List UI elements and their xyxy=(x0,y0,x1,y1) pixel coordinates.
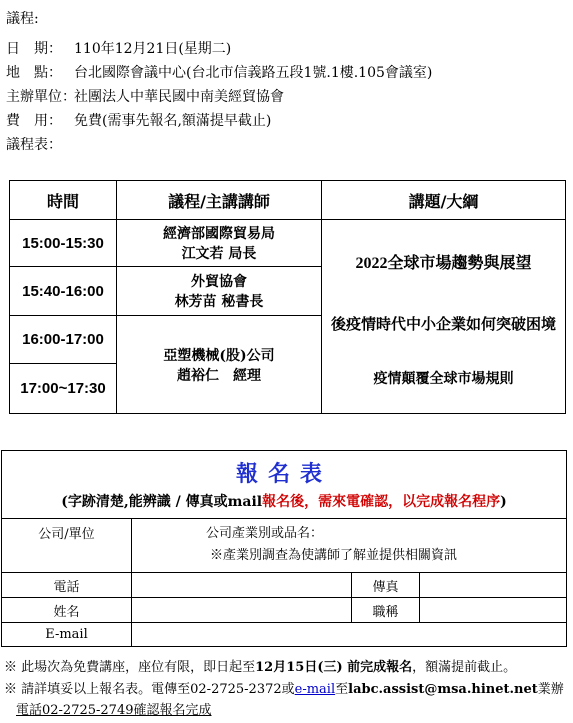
registration-form-header xyxy=(1,450,567,518)
venue-value: 台北國際會議中心(台北市信義路五段1號.1樓.105會議室) xyxy=(74,65,433,81)
fee-line xyxy=(6,110,271,130)
fax-label: 傳真 xyxy=(352,573,420,598)
time-cell: 16:00-17:00 xyxy=(10,316,117,364)
phone-label: 電話 xyxy=(2,573,132,598)
agenda-table xyxy=(9,180,566,414)
speaker-org: 經濟部國際貿易局 xyxy=(163,226,275,242)
time-cell: 17:00~17:30 xyxy=(10,364,117,414)
speaker-name: 趙裕仁 經理 xyxy=(177,367,261,384)
industry-note: ※產業別調查為使講師了解並提供相關資訊 xyxy=(210,548,458,563)
phone-row xyxy=(2,573,567,598)
topic-3: 疫情顛覆全球市場規則 xyxy=(373,371,514,387)
confirm-phone-text: 電話02-2725-2749確認報名完成 xyxy=(16,703,212,718)
name-row xyxy=(2,598,567,623)
note2-text-b: 至 xyxy=(335,682,349,697)
form-title: 報名表 xyxy=(235,461,332,487)
note-line-3 xyxy=(16,699,212,718)
note-line-1 xyxy=(4,656,516,675)
company-row xyxy=(2,519,567,573)
email-link[interactable]: e-mail xyxy=(294,682,336,697)
job-title-field[interactable] xyxy=(420,598,567,623)
col-speaker: 議程/主講講師 xyxy=(117,181,322,220)
email-address[interactable]: labc.assist@msa.hinet.net xyxy=(348,682,538,697)
email-row xyxy=(2,623,567,647)
name-field[interactable] xyxy=(132,598,352,623)
industry-label: 公司產業別或品名： xyxy=(206,526,324,541)
date-label: 日 期： xyxy=(6,41,62,57)
topic-1: 2022全球市場趨勢與展望 xyxy=(355,255,532,272)
col-time: 時間 xyxy=(10,181,117,220)
job-title-label: 職稱 xyxy=(352,598,420,623)
agenda-heading: 議程: xyxy=(6,11,39,27)
registration-table xyxy=(1,518,567,647)
topic-2: 後疫情時代中小企業如何突破困境 xyxy=(330,315,556,333)
speaker-name: 江文若 局長 xyxy=(181,246,257,262)
speaker-org: 外貿協會 xyxy=(191,274,247,290)
topic-cell xyxy=(322,220,566,414)
industry-field[interactable] xyxy=(132,519,567,573)
form-subtitle-part2: ) xyxy=(500,494,507,510)
note1-deadline: 12月15日(三) 前完成報名 xyxy=(255,660,413,675)
note1-text-a: ※ 此場次為免費講座，座位有限，即日起至 xyxy=(4,660,256,675)
note2-text-a: ※ 請詳填妥以上報名表。電傳至02-2725-2372或 xyxy=(4,682,295,697)
time-cell: 15:40-16:00 xyxy=(10,267,117,316)
speaker-cell xyxy=(117,316,322,414)
fee-value: 免費(需事先報名,額滿提早截止) xyxy=(74,113,272,129)
fee-label: 費 用： xyxy=(6,113,62,129)
time-cell: 15:00-15:30 xyxy=(10,220,117,267)
schedule-label: 議程表： xyxy=(6,137,62,153)
name-label: 姓名 xyxy=(2,598,132,623)
host-line xyxy=(6,86,284,106)
venue-line xyxy=(6,62,432,82)
col-topic: 講題/大綱 xyxy=(322,181,566,220)
speaker-org: 亞塑機械(股)公司 xyxy=(163,347,275,364)
note1-text-c: ，額滿提前截止。 xyxy=(412,660,517,675)
date-value: 110年12月21日(星期二) xyxy=(74,41,232,57)
note-line-2 xyxy=(4,678,564,697)
form-subtitle-red: 報名後，需來電確認，以完成報名程序 xyxy=(262,494,501,510)
speaker-name: 林芳苗 秘書長 xyxy=(174,294,264,310)
agenda-header-row xyxy=(10,181,566,220)
table-row xyxy=(10,220,566,267)
fax-field[interactable] xyxy=(420,573,567,598)
email-label: E-mail xyxy=(2,623,132,647)
host-label: 主辦單位： xyxy=(6,89,76,105)
speaker-cell xyxy=(117,267,322,316)
form-subtitle-part1: (字跡清楚,能辨識 / 傳真或mail xyxy=(61,494,263,510)
date-line xyxy=(6,38,231,58)
host-value: 社團法人中華民國中南美經貿協會 xyxy=(74,89,284,105)
note2-text-c: 業辦 xyxy=(537,682,564,697)
venue-label: 地 點： xyxy=(6,65,62,81)
phone-field[interactable] xyxy=(132,573,352,598)
speaker-cell xyxy=(117,220,322,267)
form-subtitle xyxy=(2,491,566,511)
email-field[interactable] xyxy=(132,623,567,647)
company-label: 公司/單位 xyxy=(2,519,132,573)
